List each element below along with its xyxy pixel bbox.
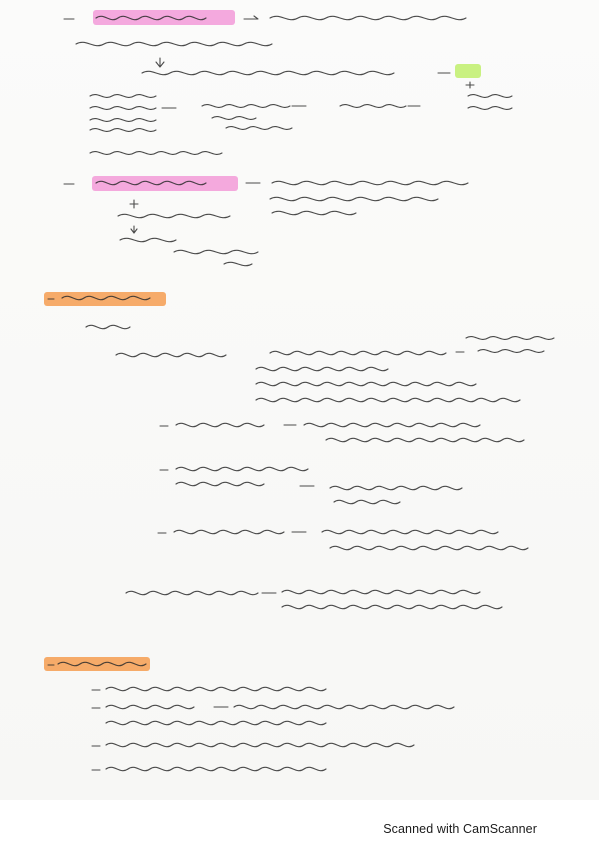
camscanner-watermark: Scanned with CamScanner [383, 822, 537, 836]
pink-highlight-mark [93, 10, 235, 25]
pink-highlight-mark [92, 176, 238, 191]
green-highlight-mark [455, 64, 481, 78]
